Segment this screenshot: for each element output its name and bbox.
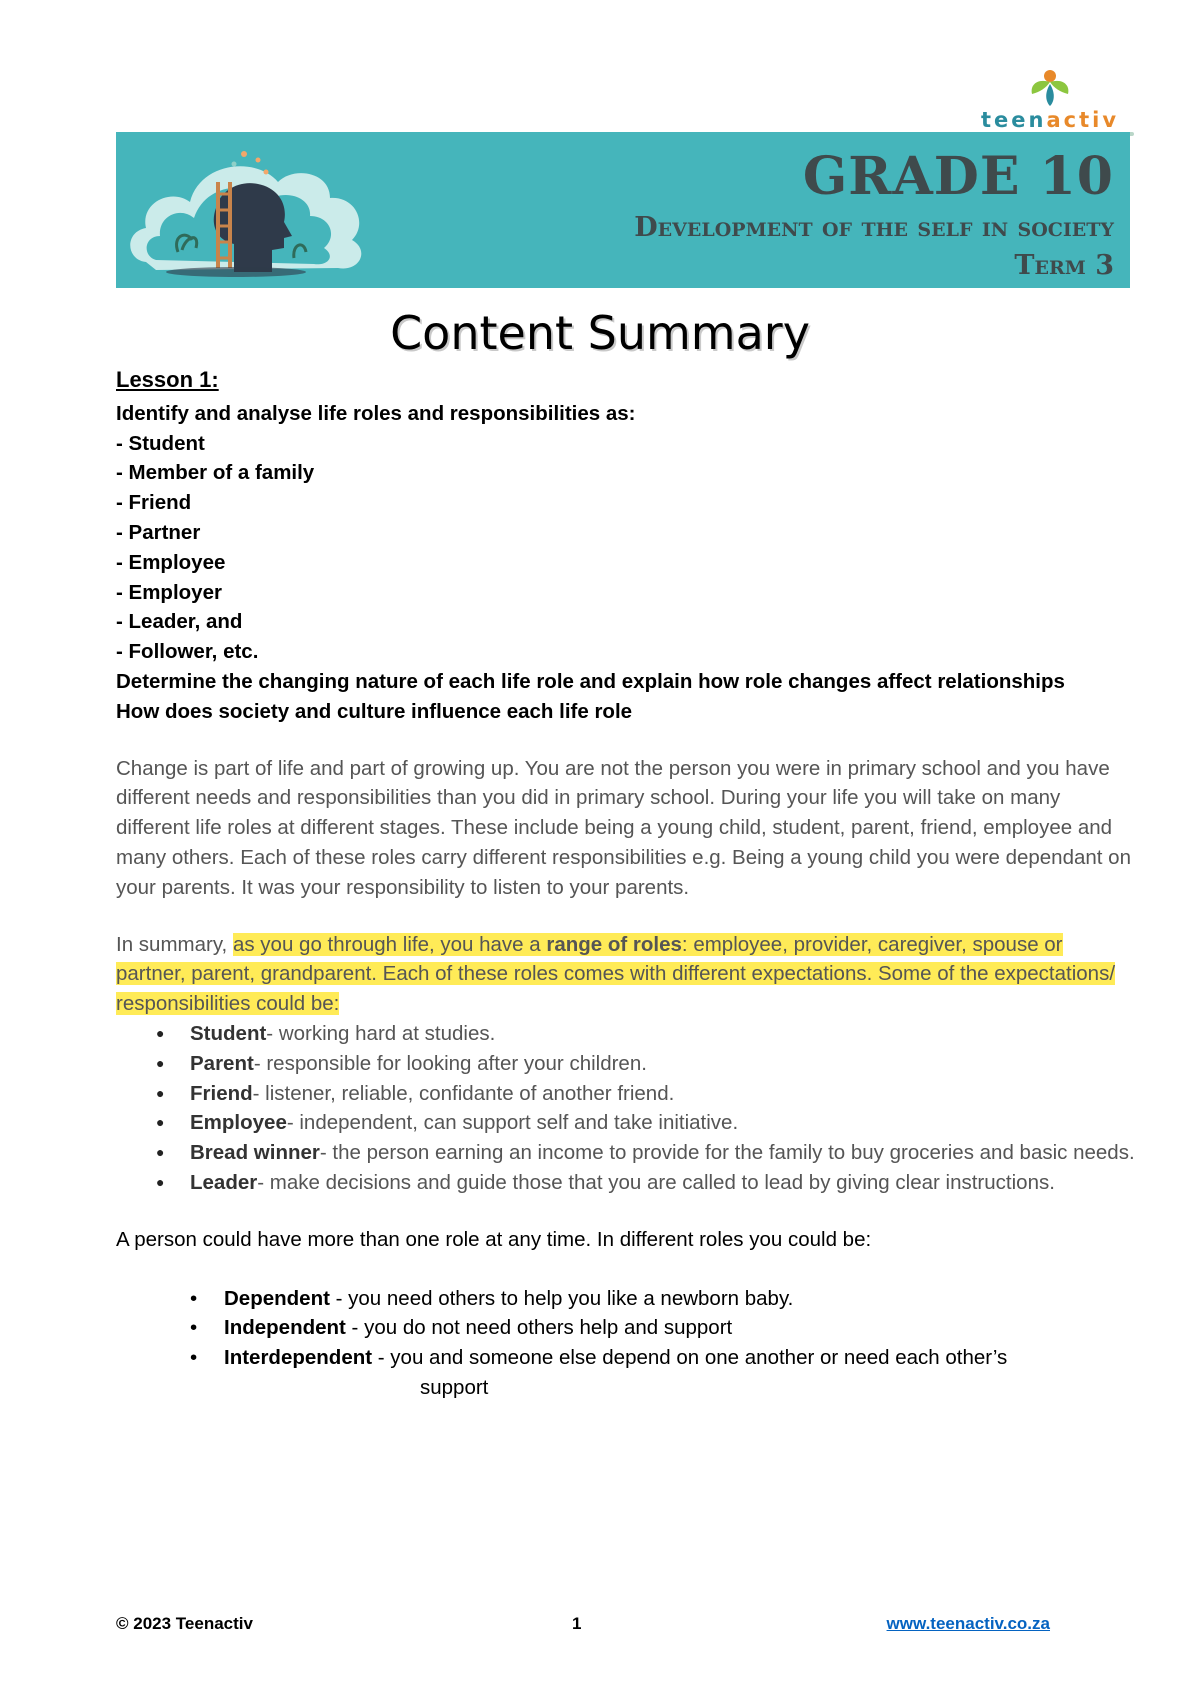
logo-wordmark: teenactiv <box>980 108 1120 132</box>
list-item: • Interdependent - you and someone else depend on one another or need each other’s <box>224 1343 1136 1373</box>
role-item: - Student <box>116 431 205 455</box>
lesson-objective: How does society and culture influence each life role <box>116 699 633 723</box>
role-item: - Follower, etc. <box>116 640 259 664</box>
role-item: - Friend <box>116 491 192 515</box>
subject-subtitle: Development of the self in society <box>634 212 1114 243</box>
list-item: ● Student- working hard at studies. <box>190 1019 1136 1049</box>
summary-paragraph: In summary, as you go through life, you have a range of roles: employee, provider, caregiver, spouse or partner, parent, grandparent. Each of these roles comes with different expectations. Some of the expectations/ responsibilities could be: <box>116 932 1116 1016</box>
list-item: ● Leader- make decisions and guide those that you are called to lead by giving clear instructions. <box>190 1168 1136 1198</box>
highlighted-text: as you go through life, you have a range of roles: employee, provider, caregiver, spouse or partner, parent, grandparent. Each of these roles comes with different expectations. Some of the expectations/ responsibilities could be: <box>116 932 1116 1016</box>
document-body <box>116 365 1136 1403</box>
list-item: ● Parent- responsible for looking after your children. <box>190 1049 1136 1079</box>
role-item: - Employee <box>116 550 226 574</box>
list-item: • Independent - you do not need others help and support <box>224 1313 1136 1343</box>
list-item-continuation: support <box>420 1375 489 1399</box>
teenactiv-logo <box>966 68 1134 136</box>
term-label: Term 3 <box>1014 250 1114 281</box>
copyright: © 2023 Teenactiv <box>116 1614 253 1633</box>
list-item: ● Employee- independent, can support self and take initiative. <box>190 1108 1136 1138</box>
list-item: ● Bread winner- the person earning an income to provide for the family to buy groceries and basic needs. <box>190 1138 1136 1168</box>
role-item: - Member of a family <box>116 461 315 485</box>
lesson-objective: Determine the changing nature of each life role and explain how role changes affect relationships <box>116 669 1065 693</box>
role-item: - Employer <box>116 580 222 604</box>
lesson-heading: Lesson 1: <box>116 367 219 392</box>
multi-role-paragraph: A person could have more than one role at any time. In different roles you could be: <box>116 1227 872 1251</box>
page-title: Content Summary <box>390 306 810 360</box>
role-item: - Partner <box>116 520 201 544</box>
flower-logo-icon <box>966 68 1134 108</box>
head-with-ladder-illustration <box>116 132 446 288</box>
list-item: • Dependent - you need others to help you like a newborn baby. <box>224 1284 1136 1314</box>
list-item: ● Friend- listener, reliable, confidante of another friend. <box>190 1079 1136 1109</box>
website-link[interactable]: www.teenactiv.co.za <box>886 1614 1050 1633</box>
intro-paragraph: Change is part of life and part of growing up. You are not the person you were in primary school and you have different needs and responsibilities than you did in primary school. During your life you will take on many different life roles at different stages. These include being a young child, student, parent, friend, employee and many others. Each of these roles carry different responsibilities e.g. Being a young child you were dependant on your parents. It was your responsibility to listen to your parents. <box>116 756 1131 899</box>
responsibilities-list <box>116 1019 1136 1198</box>
grade-heading: GRADE 10 <box>802 146 1114 207</box>
lesson-intro: Identify and analyse life roles and responsibilities as: <box>116 401 636 425</box>
header-banner <box>116 132 1130 288</box>
dependency-list <box>116 1284 1136 1373</box>
role-item: - Leader, and <box>116 610 243 634</box>
page-number: 1 <box>572 1614 582 1633</box>
